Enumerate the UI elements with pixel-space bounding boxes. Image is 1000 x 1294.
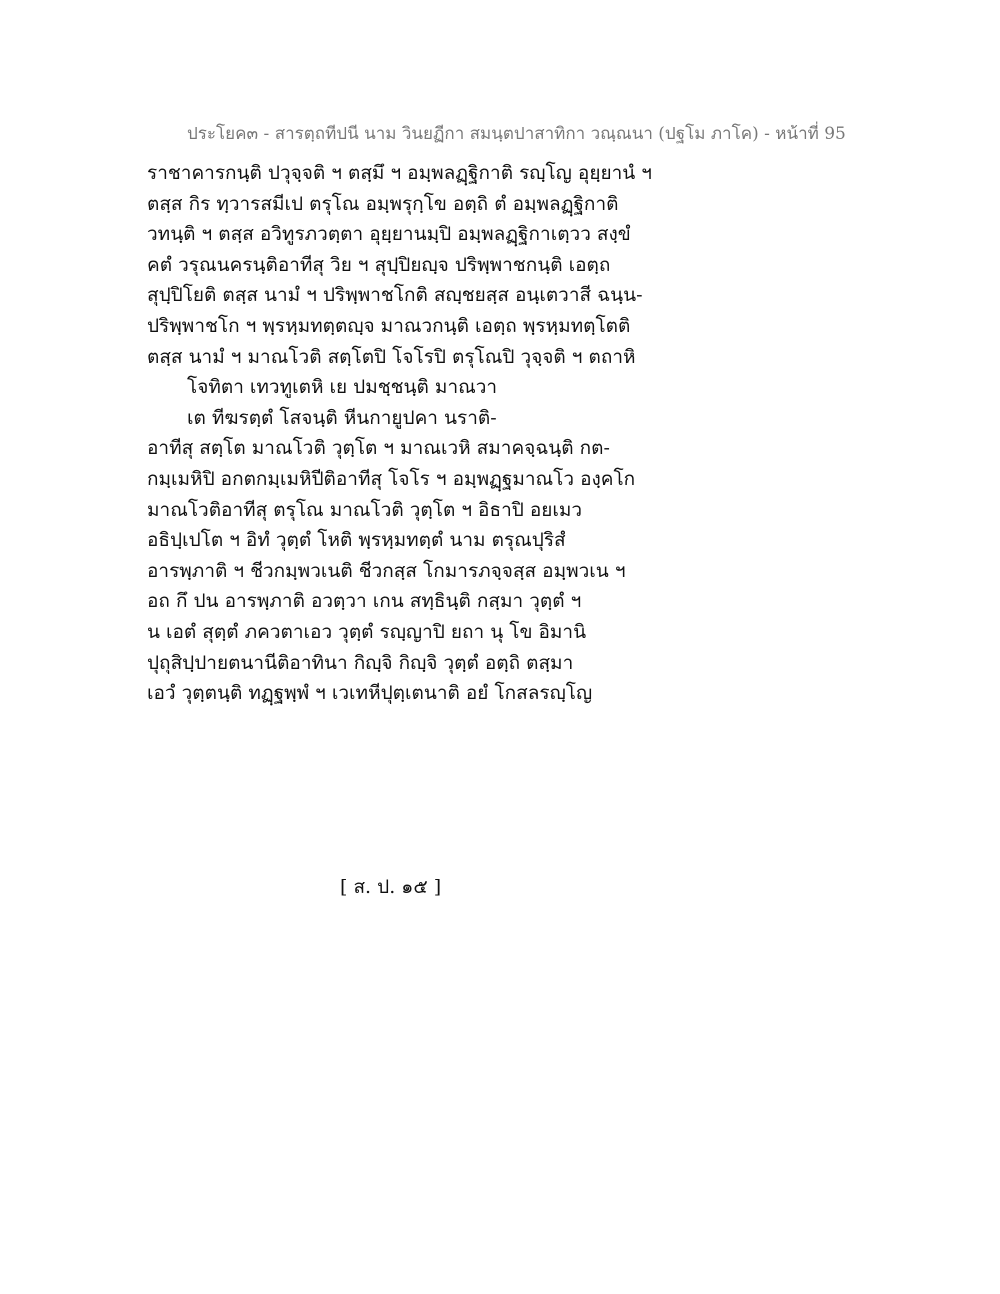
text-line: เอวํ วุตฺตนฺติ ทฏฺฐพฺพํ ฯ เวเทหีปุตฺเตนาติ อยํ โกสลรญฺโญ (147, 682, 593, 705)
body-text (147, 158, 747, 709)
verse-line: โจทิตา เทวทูเตหิ เย ปมชฺชนฺติ มาณวา (187, 376, 498, 399)
text-line: กมฺเมหิปิ อกตกมฺเมหิปีติอาทีสุ โจโร ฯ อมฺพฏฺฐมาณโว องฺคโก (147, 467, 636, 490)
text-line: อถ กึ ปน อารพฺภาติ อวตฺวา เกน สทฺธินฺติ กสฺมา วุตฺตํ ฯ (147, 590, 582, 613)
text-line: ตสฺส กิร ทฺวารสมีเป ตรุโณ อมฺพรุกฺโข อตฺถิ ตํ อมฺพลฏฺฐิกาติ (147, 192, 619, 215)
text-line: สุปฺปิโยติ ตสฺส นามํ ฯ ปริพฺพาชโกติ สญฺชยสฺส อนฺเตวาสี ฉนฺน- (147, 284, 643, 307)
text-line: ตสฺส นามํ ฯ มาณโวติ สตฺโตปิ โจโรปิ ตรุโณปิ วุจฺจติ ฯ ตถาหิ (147, 345, 636, 368)
signature-mark: [ ส. ป. ๑๕ ] (340, 876, 442, 898)
text-line: คตํ วรุณนครนฺติอาทีสุ วิย ฯ สุปฺปิยญฺจ ปริพฺพาชกนฺติ เอตฺถ (147, 253, 611, 276)
text-line: ราชาคารกนฺติ ปวุจฺจติ ฯ ตสฺมึ ฯ อมฺพลฏฺฐิกาติ รญฺโญ อุยฺยานํ ฯ (147, 162, 652, 184)
verse-line: เต ทีฆรตฺตํ โสจนฺติ หีนกายูปคา นราติ- (187, 406, 497, 429)
text-line: วทนฺติ ฯ ตสฺส อวิทูรภวตฺตา อุยฺยานมฺปิ อมฺพลฏฺฐิกาเตฺวว สงฺขํ (147, 223, 631, 246)
text-line: อธิปฺเปโต ฯ อิทํ วุตฺตํ โหติ พฺรหฺมทตฺตํ นาม ตรุณปุริสํ (147, 529, 566, 552)
running-header: ประโยค๓ - สารตฺถทีปนี นาม วินยฏีกา สมนฺตปาสาทิกา วณฺณนา (ปฐโม ภาโค) - หน้าที่ 95 (187, 124, 846, 144)
text-line: ปุถุสิปฺปายตนานีติอาทินา กิญฺจิ กิญฺจิ วุตฺตํ อตฺถิ ตสฺมา (147, 651, 574, 674)
text-line: น เอตํ สุตฺตํ ภควตาเอว วุตฺตํ รญฺญาปิ ยถา นุ โข อิมานิ (147, 620, 587, 643)
text-line: อารพฺภาติ ฯ ชีวกมฺพวเนติ ชีวกสฺส โกมารภจฺจสฺส อมฺพวเน ฯ (147, 559, 626, 582)
text-line: มาณโวติอาทีสุ ตรุโณ มาณโวติ วุตฺโต ฯ อิธาปิ อยเมว (147, 498, 583, 521)
text-line: อาทีสุ สตฺโต มาณโวติ วุตฺโต ฯ มาณเวหิ สมาคจฺฉนฺติ กต- (147, 437, 610, 460)
text-line: ปริพฺพาชโก ฯ พฺรหฺมทตฺตญฺจ มาณวกนฺติ เอตฺถ พฺรหฺมทตฺโตติ (147, 314, 631, 337)
